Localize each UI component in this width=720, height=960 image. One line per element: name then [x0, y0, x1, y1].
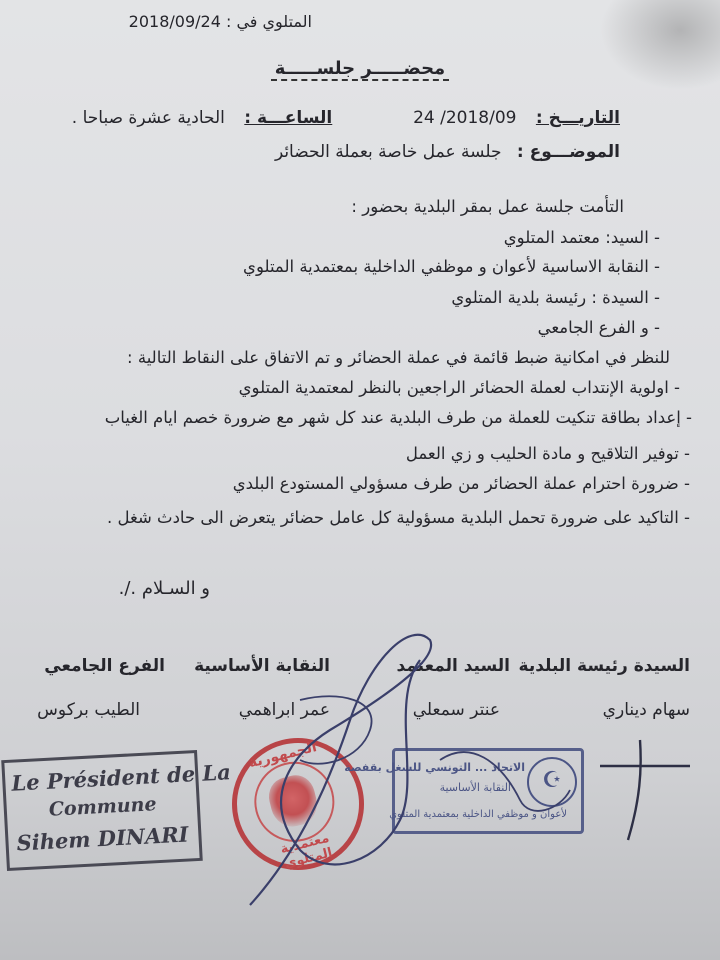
union-stamp	[344, 748, 584, 834]
time-label: الساعـــة :	[244, 108, 333, 128]
point-item: - إعداد بطاقة تنكيت للعملة من طرف البلدية عند كل شهر مع ضرورة خصم ايام الغياب	[104, 408, 692, 427]
agreement-line: للنظر في امكانية ضبط قائمة في عملة الحضائر و تم الاتفاق على النقاط التالية :	[127, 348, 670, 367]
heading-text: محضـــــر جلســـــة	[271, 58, 449, 81]
point-item: - التاكيد على ضرورة تحمل البلدية مسؤولية كل عامل حضائر يتعرض الى حادث شغل .	[107, 508, 690, 527]
attendee-item: - النقابة الاساسية لأعوان و موظفي الداخلية بمعتمدية المتلوي	[243, 257, 660, 276]
point-item: - اولوية الإنتداب لعملة الحضائر الراجعين بالنظر لمعتمدية المتلوي	[238, 378, 680, 397]
star-crescent-icon: ☪	[527, 757, 577, 807]
mayor-stamp-line: Le Président de La	[10, 759, 232, 796]
signature-name-mayor: سهام ديناري	[602, 700, 690, 720]
union-stamp-line: الاتحاد ... التونسي للشغل بقفصة	[344, 761, 525, 774]
attendee-item: - السيد: معتمد المتلوي	[503, 228, 660, 247]
branch-signature-stroke	[600, 740, 690, 840]
date-value: 2018/09/ 24	[413, 108, 517, 128]
point-item: - توفير التلاقيح و مادة الحليب و زي العمل	[405, 444, 690, 463]
delegation-stamp-top: الجمهورية	[247, 739, 319, 772]
signature-name-union: عمر ابراهمي	[238, 700, 330, 720]
mayor-stamp-line: Sihem DINARI	[15, 821, 190, 856]
subject-value: جلسة عمل خاصة بعملة الحضائر	[274, 142, 502, 162]
union-stamp-line: لأعوان و موظفي الداخلية بمعتمدية المتلوي	[389, 809, 567, 820]
closing-line: و السـلام ./.	[118, 578, 210, 599]
signature-name-branch: الطيب بركوس	[37, 700, 140, 720]
mayor-stamp	[1, 750, 232, 871]
signature-title-branch: الفرع الجامعي	[44, 656, 165, 676]
subject-label: الموضـــوع :	[516, 142, 620, 162]
signature-name-delegate: عنتر سمعلي	[412, 700, 500, 720]
date-label: التاريـــخ :	[535, 108, 620, 128]
signature-title-union: النقابة الأساسية	[194, 656, 330, 676]
document-heading	[0, 58, 720, 79]
place-date: المتلوي في : 2018/09/24	[128, 12, 312, 31]
attendee-item: - و الفرع الجامعي	[537, 318, 660, 337]
signature-title-mayor: السيدة رئيسة البلدية	[518, 656, 690, 676]
delegation-stamp	[218, 724, 378, 884]
time-value: الحادية عشرة صباحا .	[71, 108, 225, 128]
intro-line: التأمت جلسة عمل بمقر البلدية بحضور :	[351, 197, 624, 216]
delegation-stamp-bottom: معتمدية المتلوي	[278, 830, 334, 872]
point-item: - ضرورة احترام عملة الحضائر من طرف مسؤولي المستودع البلدي	[232, 474, 690, 493]
mayor-stamp-line: Commune	[48, 793, 158, 821]
attendee-item: - السيدة : رئيسة بلدية المتلوي	[451, 288, 660, 307]
meta-subject	[275, 142, 620, 162]
signature-title-delegate: السيد المعتمد	[396, 656, 510, 676]
union-stamp-line: النقابة الأساسية	[439, 781, 511, 794]
meta-date-time	[72, 108, 620, 128]
